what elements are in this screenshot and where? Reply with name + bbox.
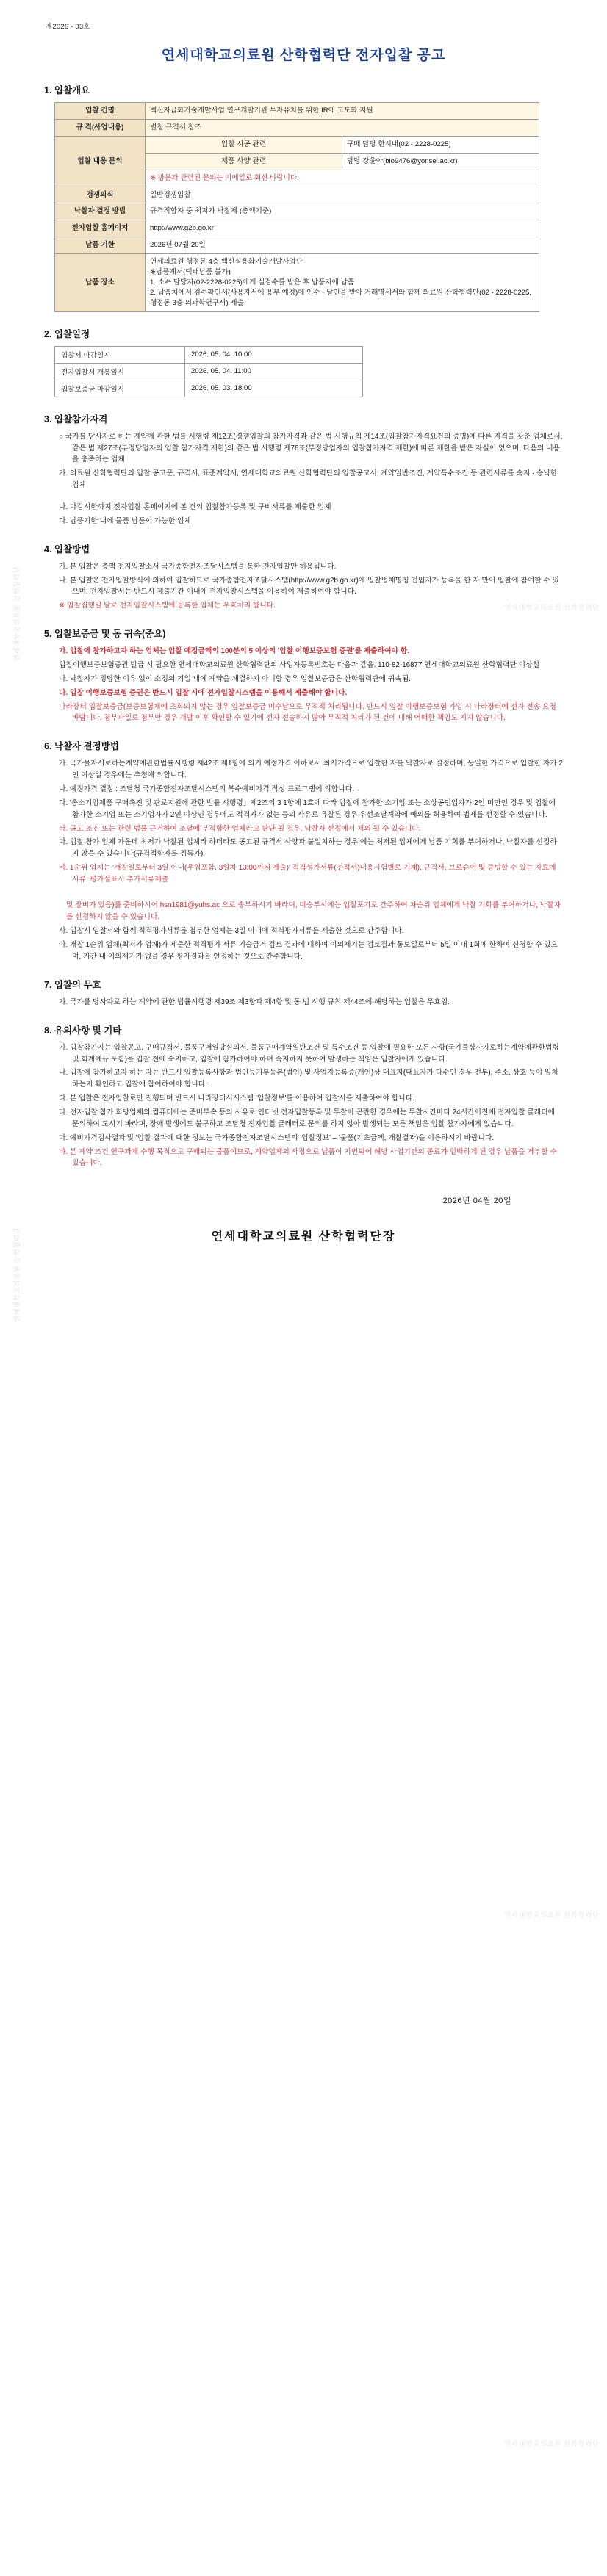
place-value (146, 254, 539, 312)
watermark-left: 연세대학교의료원 산학협력단 (13, 566, 21, 661)
list-item: 마. 예비가격검사결과'및 '입찰 결과에 대한 정보는 국가종합전자조달시스템의 '입찰정보' – '물품(기초금액, 개찰결과)을 이용하시기 바랍니다. (59, 1133, 495, 1142)
competition-label: 경쟁의식 (55, 187, 146, 203)
section-1-heading: 1. 입찰개요 (44, 85, 90, 95)
list-item: 다. '총소기업제품 구매촉진 및 판로지원에 관한 법률 시행령」제2조의 3 1항에 1호에 따라 입찰에 참가한 소기업 또는 소상공인업자가 2인 미만인 경우 및 입찰에 참가한 소기업 또는 소기업자가 2인 이상인 경우에도 적격자가 없는 등의 사유로 유찰된 경우 우선조달계약에 예외를 허용하여 법제를 선정할 수 있습니다. (59, 798, 556, 819)
table-row (55, 380, 363, 397)
place-line-2: ※납품계서(택배납품 불가) (150, 268, 231, 277)
list-item: 마. 입찰 참가 업체 가운데 최저가 낙찰된 업체라 하더라도 공고된 규격서 사양과 불일치하는 경우 에는 최저된 업체에게 납품 기회를 부여하거나, 낙찰자를 선정하지 않을 수 있습니다(규격적합자를 취득가). (59, 838, 557, 859)
schedule-value-1: 2026. 05. 04. 11:00 (185, 363, 363, 380)
deadline-value: 2026년 07월 20일 (146, 237, 539, 254)
watermark-right-3: 연세대학교의료원 산학협력단 (504, 2440, 600, 2447)
inquiry-label: 입찰 내용 문의 (55, 136, 146, 187)
bid-name-value: 백신자급화기술개발사업 연구개발기관 투자유치를 위한 IR에 고도화 지원 (146, 103, 539, 120)
section-4-heading: 4. 입찰방법 (44, 544, 90, 555)
list-item: 나. 예정가격 결정 : 조달청 국가종합전자조달시스템의 복수예비가격 작성 프로그램에 의합니다. (59, 785, 354, 794)
spec-value: 별첨 규격서 참조 (146, 119, 539, 136)
place-line-4: 2. 납품처에서 검수확인서(사용자서에 용부 예정)에 인수 · 날인을 받아 거래명세서와 함께 의료원 산학협력단(02 - 2228-0225, 행정동 3층 의과학연구서) 제출 (150, 288, 532, 307)
list-item: 나. 입찰에 참가하고자 하는 자는 반드시 입찰등록사항과 법인등기부등본(법인) 및 사업자등록증(개인)상 대표자(대표자가 다수인 경우 전부), 주소, 상호 등이 일치하는지 확인하고 입찰에 참여하여야 합니다. (59, 1069, 558, 1089)
section-qualification (44, 412, 563, 527)
bid-name-label: 입찰 건명 (55, 103, 146, 120)
schedule-label-0: 입찰서 마감일시 (55, 346, 185, 363)
table-row (55, 187, 539, 203)
table-row (55, 119, 539, 136)
schedule-label-2: 입찰보증금 마감일시 (55, 380, 185, 397)
method-list (44, 561, 563, 612)
list-item: 다. 입찰 이행보증보험 증권은 반드시 입찰 시에 전자입찰시스템을 이용해서 제출해야 합니다. (59, 688, 348, 697)
notes-list (44, 1042, 563, 1170)
section-3-heading: 3. 입찰참가자격 (44, 414, 108, 425)
list-item: 나. 낙찰자가 정당한 이유 없이 소정의 기일 내에 계약을 체결하지 아니할 경우 입찰보증금은 산학협력단에 귀속됨. (59, 674, 411, 683)
table-row (55, 203, 539, 220)
list-item: ※ 입찰집행일 날로 전자입찰시스템에 등록한 업체는 우효처리 합니다. (59, 602, 276, 610)
award-method-value: 규격적합자 중 최저가 낙찰제 (총액기준) (146, 203, 539, 220)
section-schedule (44, 327, 563, 397)
site-label: 전자입찰 홈페이지 (55, 220, 146, 237)
inquiry-value-1: 구매 담당 한시내(02 - 2228-0225) (342, 136, 539, 153)
list-item: 나. 본 입찰은 전자입찰방식에 의하여 입찰하므로 국가종합전자조달시스템(http://www.g2b.go.kr)에 입찰업체명칭 전입자가 등록을 한 자 만이 입찰에 참여할 수 있으며, 전자입찰서는 반드시 제출기간 이내에 전자입찰시스템을 이용하여 제출하여야 합니다. (59, 576, 559, 596)
list-item: 아. 개찰 1순위 업체(최저가 업체)가 제출한 적격평가 서류 기술금거 검토 결과에 대하여 이의제기는 검토결과 통보일로부터 5일 이내 1회에 한하여 신청할 수 있으며, 기간 내 이의제기가 없을 경우 평가결과를 인정하는 것으로 간주합니다. (59, 941, 558, 961)
schedule-table (54, 346, 363, 397)
list-item: 바. 본 계약 조건 연구과제 수행 목적으로 구매되는 물품이므로, 계약업체의 사정으로 납품이 지연되어 해당 사업기간의 종료가 임박하게 된 경우 납품을 거부할 수 있습니다. (59, 1147, 557, 1168)
overview-table (54, 102, 539, 312)
place-label: 납품 장소 (55, 254, 146, 312)
award-list-2 (44, 926, 563, 963)
table-row (55, 136, 539, 153)
place-line-1: 연세의료원 행정동 4층 백신실용화기술개발사업단 (150, 258, 303, 267)
site-value: http://www.g2b.go.kr (146, 220, 539, 237)
list-item: 가. 국가물자서로하는계약에관한법률시행령 제42조 제1항에 의거 예정가격 이하로서 최저가격으로 입찰한 자를 낙찰자로 결정하며, 동일한 가격으로 입찰한 자가 2인 이상일 경우에는 추첨에 의합니다. (59, 760, 563, 780)
award-red-note: 및 장비가 있음)를 준비하시어 hsn1981@yuhs.ac 으로 송부하시기 바라며, 미승부시에는 입찰포기로 간주하여 차순위 업체에게 낙찰 기회를 부여하거나, 낙찰자를 선정하지 않을 수 있습니다. (66, 901, 561, 921)
page-title: 연세대학교의료원 산학협력단 전자입찰 공고 (161, 48, 446, 63)
schedule-label-1: 전자입찰서 개봉일시 (55, 363, 185, 380)
award-list (44, 758, 563, 886)
issuer-name: 연세대학교의료원 산학협력단장 (211, 1230, 396, 1244)
inquiry-sub-2: 제품 사양 관련 (146, 153, 342, 170)
section-overview (44, 83, 563, 312)
table-row (55, 363, 363, 380)
list-item: 가. 본 입찰은 총액 전자입찰소서 국가종합전자조달시스템을 통한 전자입찰만 허용됩니다. (59, 562, 337, 571)
deadline-label: 납품 기한 (55, 237, 146, 254)
award-method-label: 낙찰자 결정 방법 (55, 203, 146, 220)
schedule-value-0: 2026. 05. 04. 10:00 (185, 346, 363, 363)
competition-value: 일반경쟁입찰 (146, 187, 539, 203)
list-item: ○ 국가를 당사자로 하는 계약에 관한 법률 시행령 제12조(경쟁입찰의 참가자격과 같은 법 시행규칙 제14조(입찰참가자격요건의 증명)에 따른 자격을 갖춘 업체로서, 같은 법 제27조(부정당업자의 입찰 참가자격 제한)의 같은 법 시행령 제76조(부정당업자의 입찰참가자격 제한)에 따른 제한을 받은 자실이 없으며, 다음의 내용을 충족하는 업체 (59, 432, 563, 464)
list-item: 가. 국가를 당사자로 하는 계약에 관한 법률시행령 제39조 제3항과 제4항 및 동 법 시행 규칙 제44조에 해당하는 입찰은 무효임. (59, 997, 450, 1006)
list-item: 나. 마감시한까지 전자입찰 홈페이지에 본 건의 입찰참가등록 및 구비서류를 제출한 업체 (59, 502, 331, 511)
document-number: 제2026 - 03호 (46, 23, 90, 31)
list-item: 나라장터 입찰보증금(보증보험채에 초회되지 않는 경우 입찰보증금 미수납으로 무적적 처리됩니다. 반드시 입찰 이행보증보험 가입 시 나라장터에 전자 전송 요청 바랍니다. 첨부파일로 첨부만 경우 개발 이후 확인할 수 있기에 전자 전송하지 않아 무적적 처리가 된 건에 대해 어떠한 책임도 지지 않습니다. (59, 702, 556, 723)
watermark-left-2: 연세대학교의료원 산학협력단 (13, 1227, 21, 1322)
watermark-right: 연세대학교의료원 산학협력단 (504, 604, 600, 611)
schedule-value-2: 2026. 05. 03. 18:00 (185, 380, 363, 397)
section-award (44, 739, 563, 963)
list-item: 라. 공고 조건 또는 관련 법률 근거하여 조달에 부적합한 업체라고 판단 될 경우, 낙찰자 선정에서 제외 될 수 있습니다. (59, 824, 421, 833)
invalid-list (44, 997, 563, 1009)
table-row (55, 346, 363, 363)
inquiry-sub-1: 입찰 시공 관련 (146, 136, 342, 153)
inquiry-value-2: 담당 강윤아(bio9476@yonsei.ac.kr) (342, 153, 539, 170)
list-item: 사. 입찰시 입찰서와 함께 적격평가서류를 첨부한 업체는 3일 이내에 적격평가서류를 제출한 것으로 간주합니다. (59, 927, 404, 936)
section-8-heading: 8. 유의사항 및 기타 (44, 1025, 122, 1036)
section-method (44, 542, 563, 612)
table-row (55, 103, 539, 120)
section-7-heading: 7. 입찰의 무효 (44, 979, 101, 990)
table-row (55, 254, 539, 312)
table-row (55, 237, 539, 254)
list-item: 가. 의료원 산학협력단의 입찰 공고문, 규격서, 표준계약서, 연세대학교의료원 산학협력단의 입찰공고서, 계약일반조건, 계약특수조건 등 관련서류를 숙지 · 승낙한 업체 (59, 469, 558, 490)
list-item: 가. 입찰참가자는 입찰공고, 구매규격서, 물품구매일당심의서, 물품구매계약일반조건 및 특수조건 등 입찰에 필요한 모든 사항(국가물상사자로하는계약에관한법령 및 회계예규 포함)을 입찰 전에 숙지하고, 입찰에 참가하여야 하며 숙지하지 못하여 발생하는 책임은 입찰자에게 있습니다. (59, 1043, 559, 1064)
issue-date: 2026년 04월 20일 (442, 1197, 511, 1206)
list-item: 입찰이행보증보험증권 발급 시 필요한 연세대학교의료원 산학협력단의 사업자등록번호는 다음과 같음. 110-82-16877 연세대학교의료원 산학협력단 이상철 (59, 661, 540, 669)
list-item: 다. 납품기한 내에 물품 납품이 가능한 업체 (59, 516, 191, 525)
list-item: 바. 1순위 업체는 '개찰일로부터 3일 이내(우업포함. 3일차 13:00까지 제출)' 적격성가서류(견적서)내용시험별로 기재), 규격서, 브로슈어 및 증빙할 수 있는 자료에 서류, 평가설표시 추가서류제출 (59, 864, 556, 884)
section-2-heading: 2. 입찰일정 (44, 328, 90, 339)
section-invalid (44, 978, 563, 1009)
table-row (55, 220, 539, 237)
spec-label: 규 격(사업내용) (55, 119, 146, 136)
watermark-right-2: 연세대학교의료원 산학협력단 (504, 1911, 600, 1919)
section-5-heading: 5. 입찰보증금 및 동 귀속(중요) (44, 629, 166, 640)
section-notes (44, 1023, 563, 1170)
place-line-3: 1. 소수 담당자(02-2228-0225)에게 실검수를 받은 후 납품자에 납품 (150, 278, 355, 286)
deposit-list (44, 646, 563, 724)
section-deposit (44, 627, 563, 724)
list-item: 가. 입찰에 참가하고자 하는 업체는 입찰 예정금액의 100분의 5 이상의 '입찰 이행보증보험 증권'를 제출하여야 함. (59, 647, 409, 656)
section-6-heading: 6. 낙찰자 결정방법 (44, 741, 119, 752)
inquiry-note: ※ 방문과 관련된 문의는 이메일로 회신 바랍니다. (146, 170, 539, 187)
qualification-list (44, 431, 563, 527)
list-item: 라. 전자입찰 참가 희망업체의 컴퓨터에는 준비부속 등의 사유로 인터넷 전자입찰등록 및 투찰이 곤란한 경우에는 투찰시간마다 24시간이전에 전자입찰 클레터에 문의하여 도시기 바라며, 장애 발생에도 불구하고 조달청 전자입찰 클레터로 문의를 하지 않아 발생되는 모든 책임은 입찰 참가자에게 있습니다. (59, 1108, 556, 1128)
list-item: 다. 본 입찰은 전자입찰로만 진행되며 반드시 나라장터서시스템 '입찰정보'를 이용하여 입찰서를 제출하여야 합니다. (59, 1094, 414, 1103)
